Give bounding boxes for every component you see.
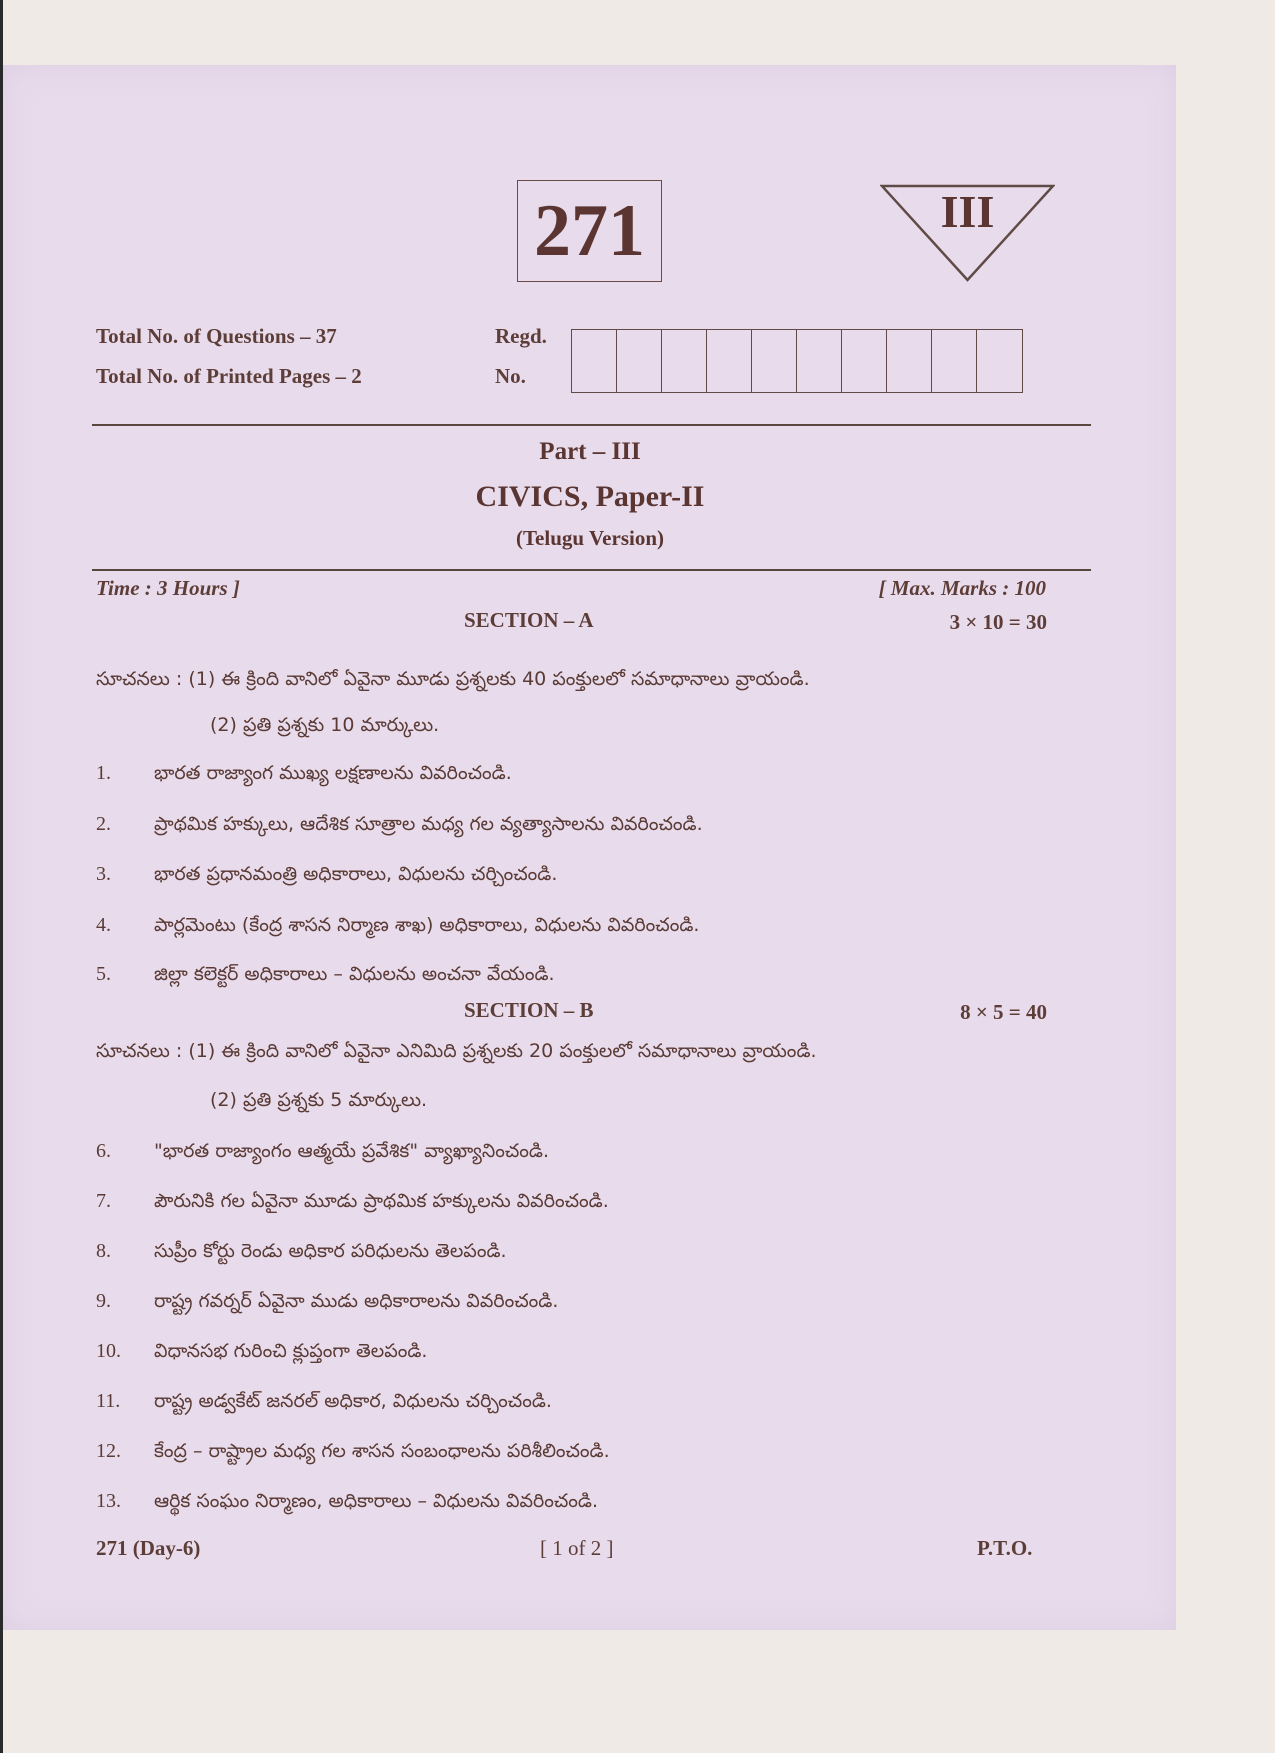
regd-no-label: No. bbox=[495, 364, 526, 388]
question-item bbox=[96, 1490, 598, 1517]
regd-label: Regd. bbox=[495, 324, 547, 348]
question-number: 12. bbox=[96, 1440, 121, 1462]
header-rule bbox=[92, 424, 1091, 426]
footer-page-number: [ 1 of 2 ] bbox=[540, 1536, 614, 1560]
question-number: 4. bbox=[96, 914, 111, 936]
regd-digit-box bbox=[707, 330, 752, 392]
question-item bbox=[96, 1290, 558, 1317]
section-b-instruction-2: (2) ప్రతి ప్రశ్నకు 5 మార్కులు. bbox=[210, 1089, 428, 1111]
question-item bbox=[96, 762, 512, 789]
question-number: 6. bbox=[96, 1140, 111, 1162]
question-text: భారత ప్రధానమంత్రి అధికారాలు, విధులను చర్చించండి. bbox=[154, 863, 558, 885]
question-text: జిల్లా కలెక్టర్ అధికారాలు – విధులను అంచనా వేయండి. bbox=[154, 963, 555, 985]
question-text: భారత రాజ్యాంగ ముఖ్య లక్షణాలను వివరించండి. bbox=[154, 762, 512, 784]
part-title: Part – III bbox=[539, 438, 641, 465]
question-text: సుప్రీం కోర్టు రెండు అధికార పరిధులను తెలపండి. bbox=[154, 1240, 507, 1262]
regd-digit-box bbox=[977, 330, 1022, 392]
subject-title: CIVICS, Paper-II bbox=[475, 480, 705, 513]
section-a-instruction-1: సూచనలు : (1) ఈ క్రింది వానిలో ఏవైనా మూడు ప్రశ్నలకు 40 పంక్తులలో సమాధానాలు వ్రాయండి. bbox=[96, 668, 810, 690]
question-item bbox=[96, 1190, 609, 1217]
footer-pto: P.T.O. bbox=[977, 1536, 1033, 1560]
question-number: 1. bbox=[96, 762, 111, 784]
question-number: 11. bbox=[96, 1390, 121, 1412]
question-number: 8. bbox=[96, 1240, 111, 1262]
regd-digit-box bbox=[617, 330, 662, 392]
question-item bbox=[96, 863, 557, 890]
footer-paper-code: 271 (Day-6) bbox=[96, 1536, 201, 1560]
version-label: (Telugu Version) bbox=[515, 526, 664, 550]
section-a-marks: 3 × 10 = 30 bbox=[949, 610, 1047, 634]
section-b-instruction-1: సూచనలు : (1) ఈ క్రింది వానిలో ఏవైనా ఎనిమిది ప్రశ్నలకు 20 పంక్తులలో సమాధానాలు వ్రాయండి. bbox=[96, 1040, 817, 1062]
question-text: ఆర్థిక సంఘం నిర్మాణం, అధికారాలు – విధులను వివరించండి. bbox=[154, 1490, 599, 1512]
question-number: 5. bbox=[96, 963, 111, 985]
question-text: పార్లమెంటు (కేంద్ర శాసన నిర్మాణ శాఖ) అధికారాలు, విధులను వివరించండి. bbox=[154, 914, 700, 936]
total-questions: Total No. of Questions – 37 bbox=[96, 324, 337, 348]
question-item bbox=[96, 914, 699, 941]
question-text: "భారత రాజ్యాంగం ఆత్మయే ప్రవేశిక" వ్యాఖ్యానించండి. bbox=[154, 1140, 550, 1162]
question-number: 13. bbox=[96, 1490, 121, 1512]
section-a-instruction-2: (2) ప్రతి ప్రశ్నకు 10 మార్కులు. bbox=[210, 714, 440, 736]
question-item bbox=[96, 813, 703, 840]
question-item bbox=[96, 1140, 549, 1167]
time-label: Time : 3 Hours ] bbox=[96, 576, 240, 600]
question-text: ప్రాథమిక హక్కులు, ఆదేశిక సూత్రాల మధ్య గల వ్యత్యాసాలను వివరించండి. bbox=[154, 813, 703, 835]
question-text: కేంద్ర – రాష్ట్రాల మధ్య గల శాసన సంబంధాలను పరిశీలించండి. bbox=[154, 1440, 610, 1462]
question-number: 10. bbox=[96, 1340, 121, 1362]
question-number: 9. bbox=[96, 1290, 111, 1312]
max-marks-label: [ Max. Marks : 100 bbox=[878, 576, 1046, 600]
question-item bbox=[96, 1240, 507, 1267]
regd-digit-box bbox=[887, 330, 932, 392]
section-b-marks: 8 × 5 = 40 bbox=[960, 1000, 1047, 1024]
question-item bbox=[96, 963, 555, 990]
question-text: రాష్ట్ర అడ్వకేట్ జనరల్ అధికార, విధులను చర్చించండి. bbox=[154, 1390, 552, 1412]
set-label: III bbox=[940, 186, 995, 237]
regd-digit-box bbox=[752, 330, 797, 392]
question-text: పౌరునికి గల ఏవైనా మూడు ప్రాథమిక హక్కులను వివరించండి. bbox=[154, 1190, 609, 1212]
section-a-title: SECTION – A bbox=[464, 608, 594, 632]
title-rule bbox=[92, 569, 1091, 571]
regd-digit-box bbox=[842, 330, 887, 392]
question-text: విధానసభ గురించి క్లుప్తంగా తెలపండి. bbox=[154, 1340, 428, 1362]
paper-code-box: 271 bbox=[517, 180, 662, 282]
total-pages: Total No. of Printed Pages – 2 bbox=[96, 364, 362, 388]
question-item bbox=[96, 1440, 610, 1467]
question-item bbox=[96, 1390, 552, 1417]
regd-number-boxes bbox=[571, 329, 1023, 393]
question-number: 7. bbox=[96, 1190, 111, 1212]
question-text: రాష్ట్ర గవర్నర్ ఏవైనా ముడు అధికారాలను వివరించండి. bbox=[154, 1290, 559, 1312]
regd-digit-box bbox=[662, 330, 707, 392]
regd-digit-box bbox=[572, 330, 617, 392]
regd-digit-box bbox=[797, 330, 842, 392]
regd-digit-box bbox=[932, 330, 977, 392]
question-number: 2. bbox=[96, 813, 111, 835]
section-b-title: SECTION – B bbox=[464, 998, 594, 1022]
question-number: 3. bbox=[96, 863, 111, 885]
question-item bbox=[96, 1340, 427, 1367]
